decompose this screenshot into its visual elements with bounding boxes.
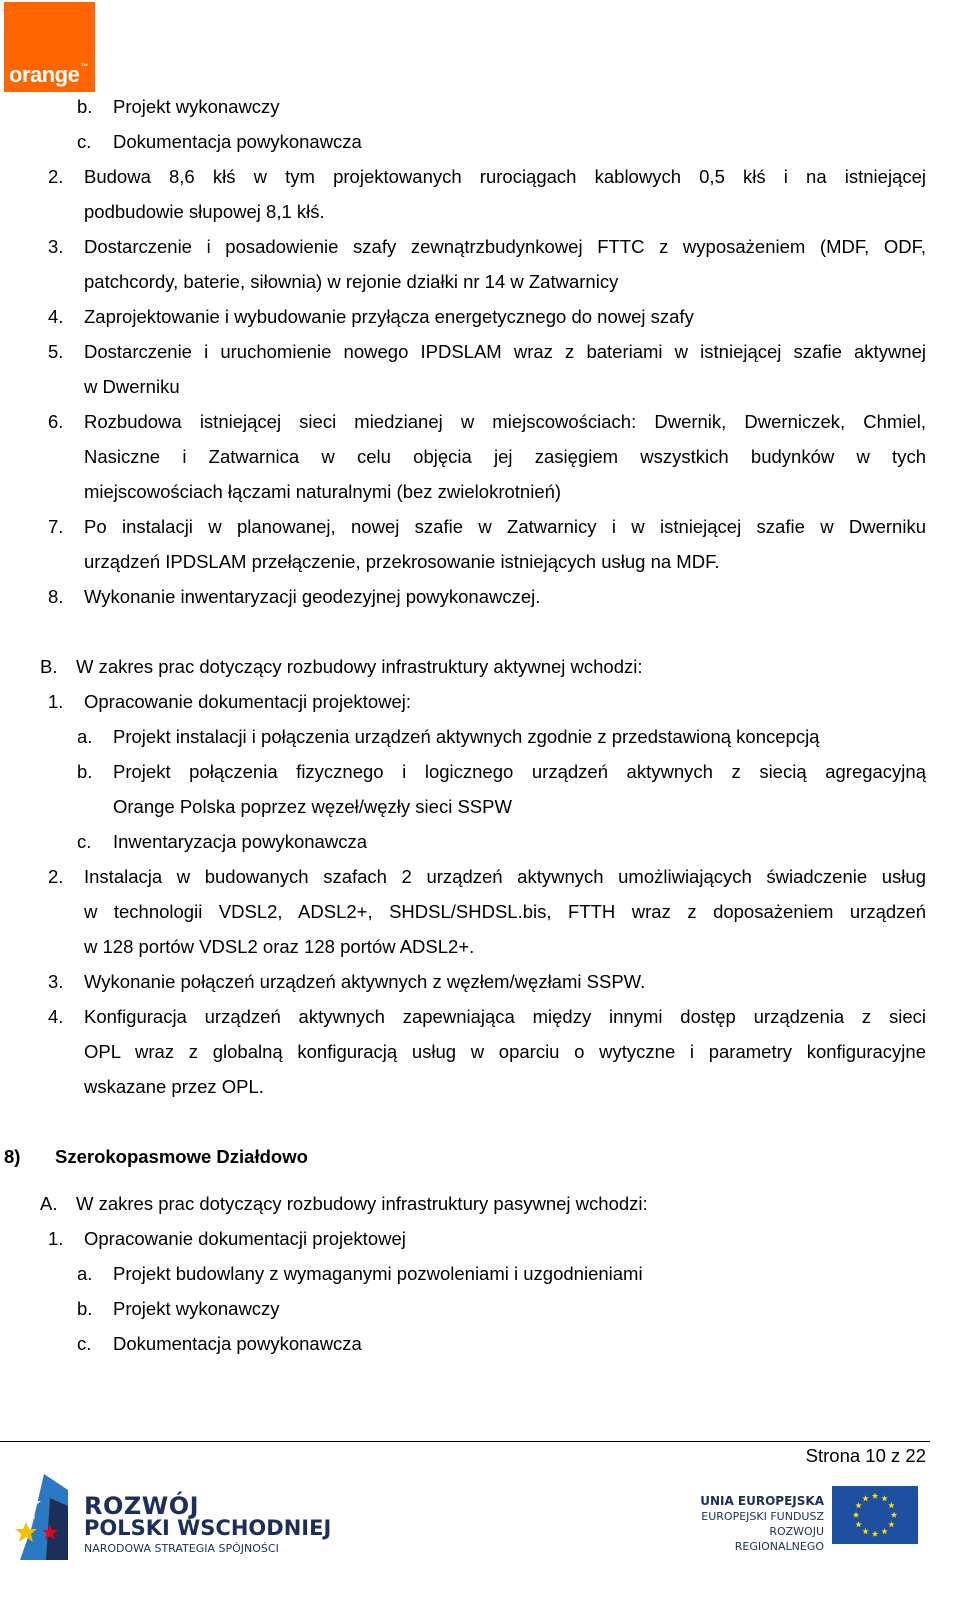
item-text: Rozbudowa istniejącej sieci miedzianej w miejscowościach: Dwernik, Dwerniczek, Chmiel, <box>84 411 926 432</box>
item-marker: a. <box>77 726 93 747</box>
item-marker: b. <box>77 761 93 782</box>
item-text: Projekt połączenia fizycznego i logicznego urządzeń aktywnych z siecią agregacyjną <box>113 761 926 782</box>
item-marker: 7. <box>48 516 64 537</box>
footer-divider <box>0 1441 930 1442</box>
rozwoj-polski-wschodniej-logo <box>6 1468 332 1562</box>
item-text: wskazane przez OPL. <box>84 1076 264 1097</box>
eu-logo <box>678 1482 928 1562</box>
section-marker: A. <box>40 1193 58 1214</box>
item-marker: 4. <box>48 306 64 327</box>
item-marker: b. <box>77 1298 93 1319</box>
section-text: W zakres prac dotyczący rozbudowy infrastruktury aktywnej wchodzi: <box>76 656 643 677</box>
item-marker: 2. <box>48 866 64 887</box>
orange-logo-text: orange™ <box>9 62 88 87</box>
item-marker: 5. <box>48 341 64 362</box>
item-text: Dostarczenie i uruchomienie nowego IPDSLAM wraz z bateriami w istniejącej szafie aktywnej <box>84 341 926 362</box>
item-text: urządzeń IPDSLAM przełączenie, przekrosowanie istniejących usług na MDF. <box>84 551 720 572</box>
rpw-title-line2: POLSKI WSCHODNIEJ <box>84 1516 332 1540</box>
eu-caption-line1: UNIA EUROPEJSKA <box>700 1494 824 1508</box>
orange-logo <box>4 2 95 92</box>
item-marker: 2. <box>48 166 64 187</box>
item-text: Orange Polska poprzez węzeł/węzły sieci SSPW <box>113 796 512 817</box>
item-marker: 1. <box>48 1228 64 1249</box>
item-marker: 3. <box>48 971 64 992</box>
item-text: Inwentaryzacja powykonawcza <box>113 831 367 852</box>
chapter-title: Szerokopasmowe Działdowo <box>55 1146 308 1167</box>
item-text: Konfiguracja urządzeń aktywnych zapewniająca między innymi dostęp urządzenia z sieci <box>84 1006 926 1027</box>
item-text: OPL wraz z globalną konfiguracją usług w oparciu o wytyczne i parametry konfiguracyjne <box>84 1041 926 1062</box>
rpw-title-line1: ROZWÓJ <box>84 1492 200 1520</box>
item-text: Opracowanie dokumentacji projektowej <box>84 1228 406 1249</box>
item-text: Wykonanie połączeń urządzeń aktywnych z węzłem/węzłami SSPW. <box>84 971 646 992</box>
item-text: Budowa 8,6 kłś w tym projektowanych rurociągach kablowych 0,5 kłś i na istniejącej <box>84 166 926 187</box>
item-text: Po instalacji w planowanej, nowej szafie w Zatwarnicy i w istniejącej szafie w Dwerniku <box>84 516 926 537</box>
section-marker: B. <box>40 656 58 677</box>
item-text: Instalacja w budowanych szafach 2 urządzeń aktywnych umożliwiających świadczenie usług <box>84 866 926 887</box>
item-text: podbudowie słupowej 8,1 kłś. <box>84 201 325 222</box>
item-text: Dostarczenie i posadowienie szafy zewnątrzbudynkowej FTTC z wyposażeniem (MDF, ODF, <box>84 236 926 257</box>
item-text: Nasiczne i Zatwarnica w celu objęcia jej zasięgiem wszystkich budynków w tych <box>84 446 926 467</box>
item-text: w Dwerniku <box>84 376 180 397</box>
item-text: patchcordy, baterie, siłownia) w rejonie działki nr 14 w Zatwarnicy <box>84 271 619 292</box>
item-text: w technologii VDSL2, ADSL2+, SHDSL/SHDSL.bis, FTTH wraz z doposażeniem urządzeń <box>84 901 926 922</box>
item-text: Wykonanie inwentaryzacji geodezyjnej powykonawczej. <box>84 586 541 607</box>
item-text: Projekt budowlany z wymaganymi pozwoleniami i uzgodnieniami <box>113 1263 643 1284</box>
item-text: Zaprojektowanie i wybudowanie przyłącza energetycznego do nowej szafy <box>84 306 694 327</box>
item-marker: 8. <box>48 586 64 607</box>
eu-caption <box>678 1494 824 1554</box>
item-marker: 6. <box>48 411 64 432</box>
item-marker: b. <box>77 96 93 117</box>
rpw-subtitle: NARODOWA STRATEGIA SPÓJNOŚCI <box>84 1542 279 1555</box>
eu-caption-line3: ROZWOJU REGIONALNEGO <box>734 1525 824 1553</box>
item-text: miejscowościach łączami naturalnymi (bez zwielokrotnień) <box>84 481 562 502</box>
section-text: W zakres prac dotyczący rozbudowy infrastruktury pasywnej wchodzi: <box>76 1193 648 1214</box>
item-text: Opracowanie dokumentacji projektowej: <box>84 691 412 712</box>
page-number: Strona 10 z 22 <box>805 1445 926 1466</box>
item-text: Projekt wykonawczy <box>113 1298 280 1319</box>
item-text: w 128 portów VDSL2 oraz 128 portów ADSL2+. <box>84 936 475 957</box>
item-marker: a. <box>77 1263 93 1284</box>
chapter-marker: 8) <box>4 1146 21 1167</box>
item-marker: c. <box>77 131 92 152</box>
star-emblem-icon <box>6 1468 76 1562</box>
eu-flag-icon <box>832 1486 918 1544</box>
item-text: Dokumentacja powykonawcza <box>113 131 362 152</box>
item-text: Projekt instalacji i połączenia urządzeń aktywnych zgodnie z przedstawioną koncepcją <box>113 726 820 747</box>
item-marker: 4. <box>48 1006 64 1027</box>
eu-caption-line2: EUROPEJSKI FUNDUSZ <box>701 1510 824 1523</box>
item-marker: 3. <box>48 236 64 257</box>
item-marker: c. <box>77 1333 92 1354</box>
item-text: Projekt wykonawczy <box>113 96 280 117</box>
item-marker: c. <box>77 831 92 852</box>
item-text: Dokumentacja powykonawcza <box>113 1333 362 1354</box>
item-marker: 1. <box>48 691 64 712</box>
